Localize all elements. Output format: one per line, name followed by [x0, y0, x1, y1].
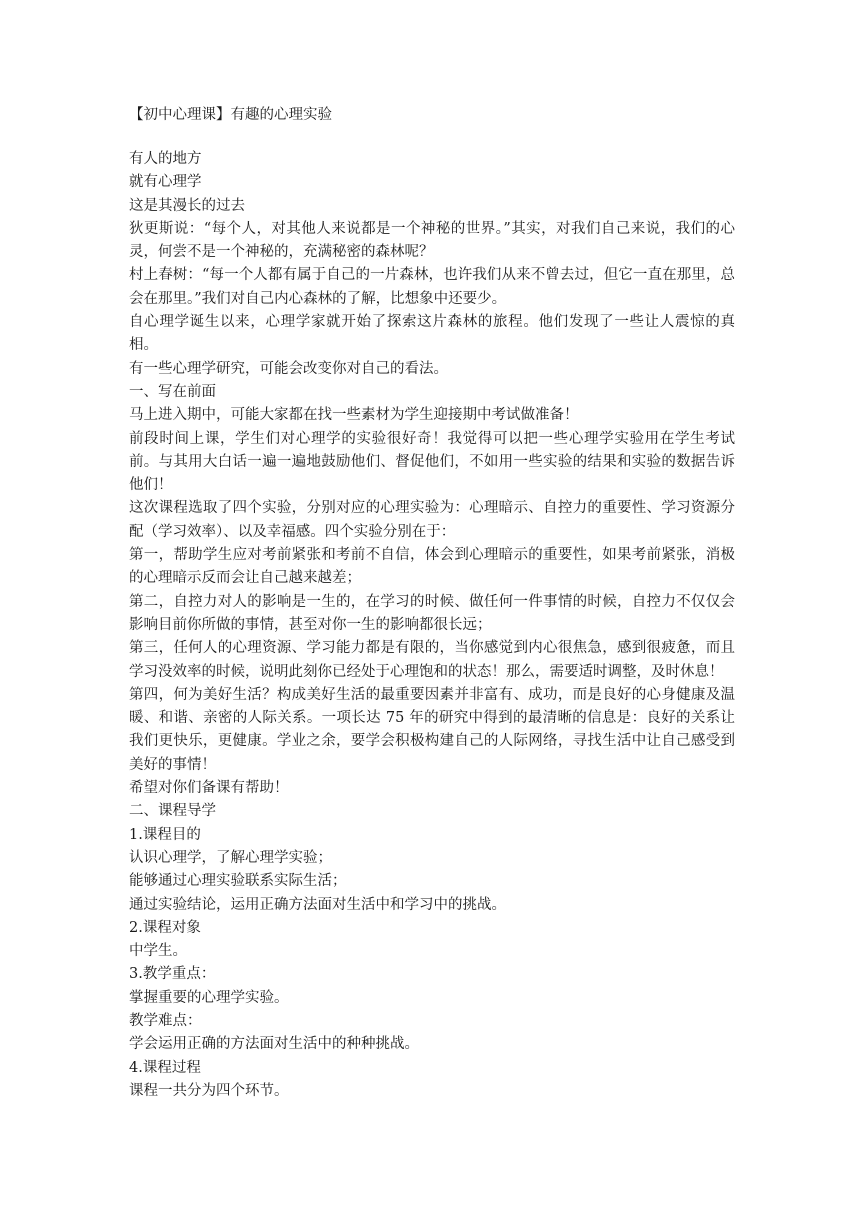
paragraph: 就有心理学 [129, 174, 202, 191]
subheading: 教学难点： [129, 1012, 202, 1029]
paragraph: 前段时间上课，学生们对心理学的实验很好奇！我觉得可以把一些心理学实验用在学生考试前。与其用大白话一遍一遍地鼓励他们、督促他们，不如用一些实验的结果和实验的数据告诉他们！ [129, 430, 735, 494]
paragraph: 有人的地方 [129, 151, 202, 167]
paragraph: 课程一共分为四个环节。 [129, 1082, 289, 1099]
paragraph: 狄更斯说：“每个人，对其他人来说都是一个神秘的世界。”其实，对我们自己来说，我们的心灵，何尝不是一个神秘的，充满秘密的森林呢？ [129, 220, 735, 261]
paragraph: 中学生。 [129, 943, 187, 960]
paragraph: 第三，任何人的心理资源、学习能力都是有限的，当你感觉到内心很焦急，感到很疲惫，而且学习没效率的时候，说明此刻你已经处于心理饱和的状态！那么，需要适时调整，及时休息！ [129, 640, 735, 680]
paragraph: 自心理学诞生以来，心理学家就开始了探索这片森林的旅程。他们发现了一些让人震惊的真相。 [129, 314, 735, 354]
section-heading: 二、课程导学 [129, 803, 216, 820]
paragraph: 希望对你们备课有帮助！ [129, 780, 289, 797]
paragraph: 马上进入期中，可能大家都在找一些素材为学生迎接期中考试做准备！ [129, 407, 579, 424]
paragraph: 这次课程选取了四个实验，分别对应的心理实验为：心理暗示、自控力的重要性、学习资源分配（学习效率）、以及幸福感。四个实验分别在于： [129, 500, 735, 540]
document-body [129, 148, 735, 1103]
paragraph: 学会运用正确的方法面对生活中的种种挑战。 [129, 1036, 419, 1053]
subheading: 3.教学重点： [129, 966, 216, 983]
paragraph: 这是其漫长的过去 [129, 197, 245, 214]
document-title: 【初中心理课】有趣的心理实验 [129, 107, 332, 123]
paragraph: 认识心理学，了解心理学实验； [129, 849, 332, 866]
paragraph: 第一，帮助学生应对考前紧张和考前不自信，体会到心理暗示的重要性，如果考前紧张，消极的心理暗示反而会让自己越来越差； [129, 547, 735, 587]
paragraph: 能够通过心理实验联系实际生活； [129, 873, 347, 890]
subheading: 4.课程过程 [129, 1059, 201, 1076]
subheading: 1.课程目的 [129, 826, 201, 843]
paragraph: 通过实验结论，运用正确方法面对生活中和学习中的挑战。 [129, 896, 506, 913]
section-heading: 一、写在前面 [129, 383, 216, 400]
subheading: 2.课程对象 [129, 919, 201, 936]
paragraph: 掌握重要的心理学实验。 [129, 989, 289, 1006]
paragraph: 第四，何为美好生活？构成美好生活的最重要因素并非富有、成功，而是良好的心身健康及温暖、和谐、亲密的人际关系。一项长达 75 年的研究中得到的最清晰的信息是：良好的关系让我们更快乐，更健康。学业之余，要学会积极构建自己的人际网络，寻找生活中让自己感受到美好的事情！ [129, 686, 735, 773]
paragraph: 村上春树：“每一个人都有属于自己的一片森林，也许我们从来不曾去过，但它一直在那里，总会在那里。”我们对自己内心森林的了解，比想象中还要少。 [129, 267, 735, 307]
paragraph: 有一些心理学研究，可能会改变你对自己的看法。 [129, 360, 448, 377]
paragraph: 第二，自控力对人的影响是一生的，在学习的时候、做任何一件事情的时候，自控力不仅仅会影响目前你所做的事情，甚至对你一生的影响都很长远； [129, 593, 735, 633]
